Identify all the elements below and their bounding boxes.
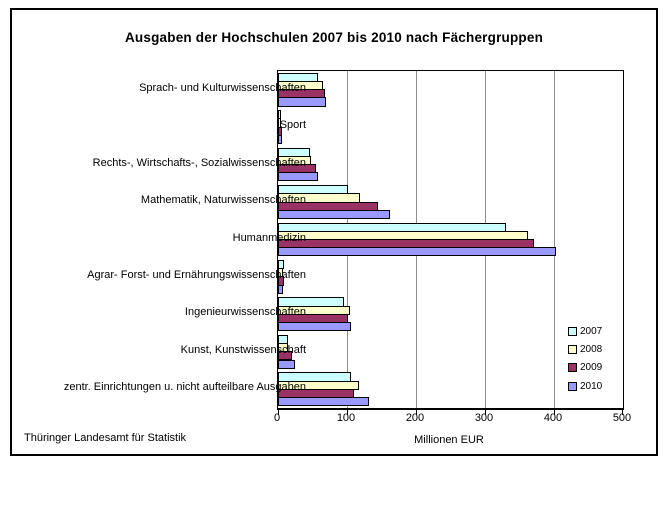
x-tick-label: 0 <box>273 412 281 424</box>
bar <box>278 285 283 294</box>
chart-title: Ausgaben der Hochschulen 2007 bis 2010 nach Fächergruppen <box>124 30 544 45</box>
bar <box>278 172 318 181</box>
bar <box>278 322 351 331</box>
category-label: Rechts-, Wirtschafts-, Sozialwissenschaften <box>92 156 306 169</box>
category-label: Ingenieurwissenschaften <box>184 306 306 319</box>
bar <box>278 135 282 144</box>
bar <box>278 97 326 106</box>
x-tick-label: 100 <box>336 412 356 424</box>
bar <box>278 397 369 406</box>
bar <box>278 210 390 219</box>
category-label: Mathematik, Naturwissenschaften <box>140 194 306 207</box>
legend-label: 2007 <box>580 325 603 337</box>
legend-label: 2008 <box>580 343 603 355</box>
category-label: Humanmedizin <box>232 231 306 244</box>
legend-swatch <box>568 363 577 372</box>
category-label: Agrar- Forst- und Ernährungswissenschaften <box>87 268 306 281</box>
legend-item <box>568 377 602 395</box>
bar <box>278 360 295 369</box>
legend-swatch <box>568 382 577 391</box>
legend-swatch <box>568 327 577 336</box>
category-label: zentr. Einrichtungen u. nicht aufteilbare Ausgaben <box>63 381 306 394</box>
category-label: Kunst, Kunstwissenschaft <box>180 343 306 356</box>
bar <box>278 247 556 256</box>
legend <box>568 322 602 395</box>
gridline <box>554 71 555 408</box>
x-tick-label: 400 <box>543 412 563 424</box>
x-tick-label: 300 <box>474 412 494 424</box>
category-label: Sprach- und Kulturwissenschaften <box>139 81 306 94</box>
legend-item <box>568 340 602 358</box>
legend-item <box>568 359 602 377</box>
x-tick-label: 200 <box>405 412 425 424</box>
x-axis-title: Millionen EUR <box>414 434 484 446</box>
legend-swatch <box>568 345 577 354</box>
source-note: Thüringer Landesamt für Statistik <box>24 432 187 444</box>
legend-label: 2010 <box>580 380 603 392</box>
legend-item <box>568 322 602 340</box>
category-label: Sport <box>279 119 306 132</box>
chart-frame <box>10 8 658 456</box>
x-tick-label: 500 <box>612 412 632 424</box>
legend-label: 2009 <box>580 362 603 374</box>
